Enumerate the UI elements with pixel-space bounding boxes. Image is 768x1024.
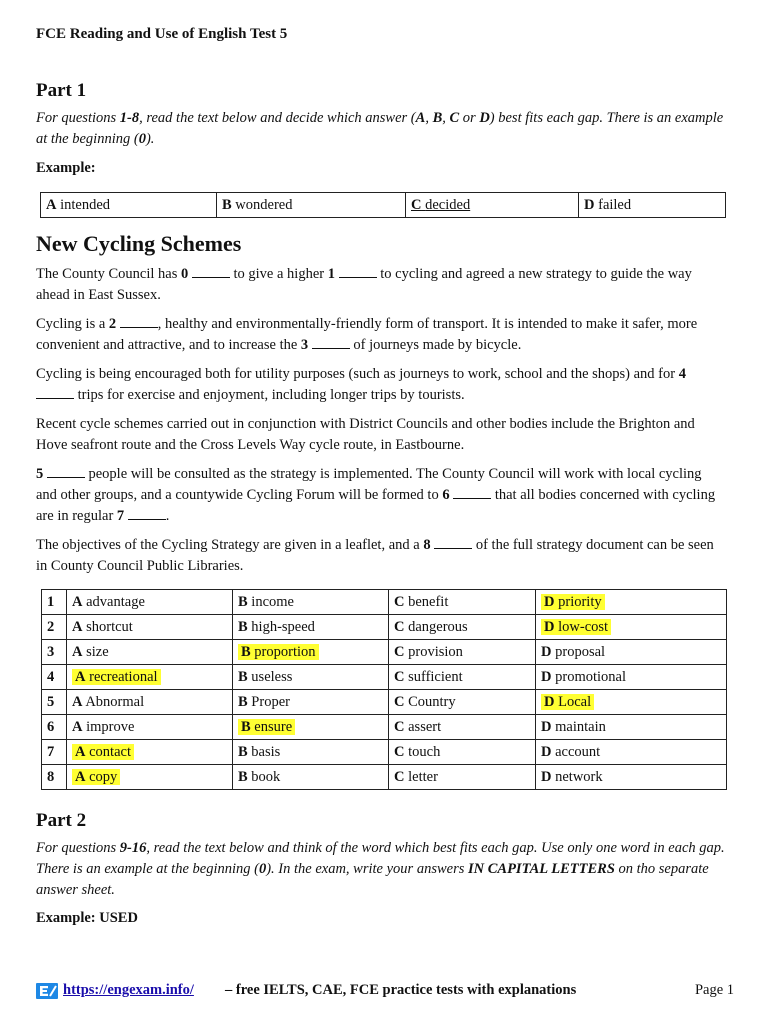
- option-c: [389, 590, 536, 615]
- option-text: B book: [238, 768, 281, 785]
- paragraph-4: Recent cycle schemes carried out in conjunction with District Councils and other bodies include the Brighton and Hove seafront route and the Cross Levels Way cycle route, in Eastbourne.: [36, 416, 695, 453]
- page-number: Page 1: [694, 982, 734, 998]
- table-row: [42, 690, 727, 715]
- option-d: [536, 765, 727, 790]
- highlighted-answer: A contact: [72, 744, 134, 760]
- part1-example-label: Example:: [36, 160, 96, 176]
- option-text: A size: [72, 643, 109, 660]
- option-a: [67, 715, 233, 740]
- option-text: C benefit: [394, 593, 449, 610]
- question-number: 1: [42, 590, 67, 615]
- answer-options-table: [41, 589, 727, 790]
- option-b: [233, 715, 389, 740]
- table-row: [42, 715, 727, 740]
- highlighted-answer: D low-cost: [541, 619, 611, 635]
- option-text: A shortcut: [72, 618, 133, 635]
- option-a: [67, 615, 233, 640]
- option-text: D network: [541, 768, 603, 785]
- option-text: C assert: [394, 718, 442, 735]
- option-text: A Abnormal: [72, 693, 145, 710]
- question-number: 8: [42, 765, 67, 790]
- option-b: [233, 690, 389, 715]
- option-text: D proposal: [541, 643, 606, 660]
- option-c: [389, 615, 536, 640]
- part2-example: Example: USED: [36, 910, 138, 926]
- option-c: [389, 690, 536, 715]
- highlighted-answer: B proportion: [238, 644, 319, 660]
- footer: [36, 982, 734, 1002]
- highlighted-answer: D Local: [541, 694, 594, 710]
- example-option-c: C decided: [406, 193, 579, 218]
- example-option-a: A intended: [41, 193, 217, 218]
- option-b: [233, 665, 389, 690]
- option-a: [67, 765, 233, 790]
- paragraph-1: The County Council has 0 to give a higher 1 to cycling and agreed a new strategy to guide the way ahead in East Sussex.: [36, 266, 692, 303]
- paragraph-2: Cycling is a 2 , healthy and environmentally-friendly form of transport. It is intended to make it safer, more convenient and attractive, and to increase the 3 of journeys made by bicycle.: [36, 316, 698, 353]
- option-d: [536, 665, 727, 690]
- text-title: New Cycling Schemes: [36, 231, 242, 256]
- example-option-d: D failed: [579, 193, 726, 218]
- part1-instructions: For questions 1-8, read the text below and decide which answer (A, B, C or D) best fits each gap. There is an example at the beginning (0).: [36, 110, 724, 147]
- option-text: C Country: [394, 693, 456, 710]
- option-text: D account: [541, 743, 601, 760]
- option-a: [67, 690, 233, 715]
- option-b: [233, 740, 389, 765]
- question-number: 3: [42, 640, 67, 665]
- option-a: [67, 665, 233, 690]
- question-number: 7: [42, 740, 67, 765]
- option-text: A improve: [72, 718, 135, 735]
- part1-heading: Part 1: [36, 80, 87, 101]
- option-a: [67, 590, 233, 615]
- option-c: [389, 765, 536, 790]
- question-number: 4: [42, 665, 67, 690]
- option-b: [233, 615, 389, 640]
- option-b: [233, 765, 389, 790]
- option-text: B basis: [238, 743, 281, 760]
- option-a: [67, 640, 233, 665]
- option-text: C provision: [394, 643, 463, 660]
- part2-heading: Part 2: [36, 810, 87, 831]
- option-d: [536, 690, 727, 715]
- table-row: [42, 765, 727, 790]
- option-c: [389, 740, 536, 765]
- option-text: D promotional: [541, 668, 626, 685]
- option-c: [389, 640, 536, 665]
- highlighted-answer: A recreational: [72, 669, 161, 685]
- option-d: [536, 740, 727, 765]
- option-b: [233, 590, 389, 615]
- table-row: [42, 615, 727, 640]
- option-c: [389, 665, 536, 690]
- option-text: C letter: [394, 768, 438, 785]
- highlighted-answer: D priority: [541, 594, 605, 610]
- option-d: [536, 615, 727, 640]
- example-option-b: B wondered: [217, 193, 406, 218]
- option-text: B Proper: [238, 693, 290, 710]
- paragraph-3: Cycling is being encouraged both for utility purposes (such as journeys to work, school and the shops) and for 4 trips for exercise and enjoyment, including longer trips by tourists.: [36, 366, 686, 403]
- option-a: [67, 740, 233, 765]
- highlighted-answer: B ensure: [238, 719, 295, 735]
- table-row: [42, 640, 727, 665]
- table-row: [42, 590, 727, 615]
- option-d: [536, 590, 727, 615]
- option-text: C dangerous: [394, 618, 468, 635]
- question-number: 5: [42, 690, 67, 715]
- option-text: B useless: [238, 668, 293, 685]
- footer-link[interactable]: https://engexam.info/: [63, 982, 194, 998]
- question-number: 6: [42, 715, 67, 740]
- document-title: FCE Reading and Use of English Test 5: [36, 26, 288, 42]
- table-row: [41, 193, 726, 218]
- table-row: [42, 740, 727, 765]
- footer-text: – free IELTS, CAE, FCE practice tests with explanations: [225, 982, 577, 998]
- table-row: [42, 665, 727, 690]
- option-d: [536, 640, 727, 665]
- option-b: [233, 640, 389, 665]
- highlighted-answer: A copy: [72, 769, 120, 785]
- option-text: C sufficient: [394, 668, 463, 685]
- engexam-logo-icon: [36, 983, 58, 999]
- option-text: C touch: [394, 743, 441, 760]
- part2-instructions: For questions 9-16, read the text below and think of the word which best fits each gap. Use only one word in each gap. There is an example at the beginning (0). In the exam, write your answers IN CAPITAL LETTERS on tho separate answer sheet.: [36, 840, 725, 898]
- example-table: [40, 192, 726, 218]
- option-text: D maintain: [541, 718, 606, 735]
- option-text: A advantage: [72, 593, 145, 610]
- question-number: 2: [42, 615, 67, 640]
- option-c: [389, 715, 536, 740]
- paragraph-6: The objectives of the Cycling Strategy are given in a leaflet, and a 8 of the full strategy document can be seen in County Council Public Libraries.: [36, 537, 714, 574]
- paragraph-5: 5 people will be consulted as the strategy is implemented. The County Council will work with local cycling and other groups, and a countywide Cycling Forum will be formed to 6 that all bodies concerned with cycling are in regular 7 .: [36, 466, 716, 524]
- option-d: [536, 715, 727, 740]
- option-text: B income: [238, 593, 294, 610]
- option-text: B high-speed: [238, 618, 315, 635]
